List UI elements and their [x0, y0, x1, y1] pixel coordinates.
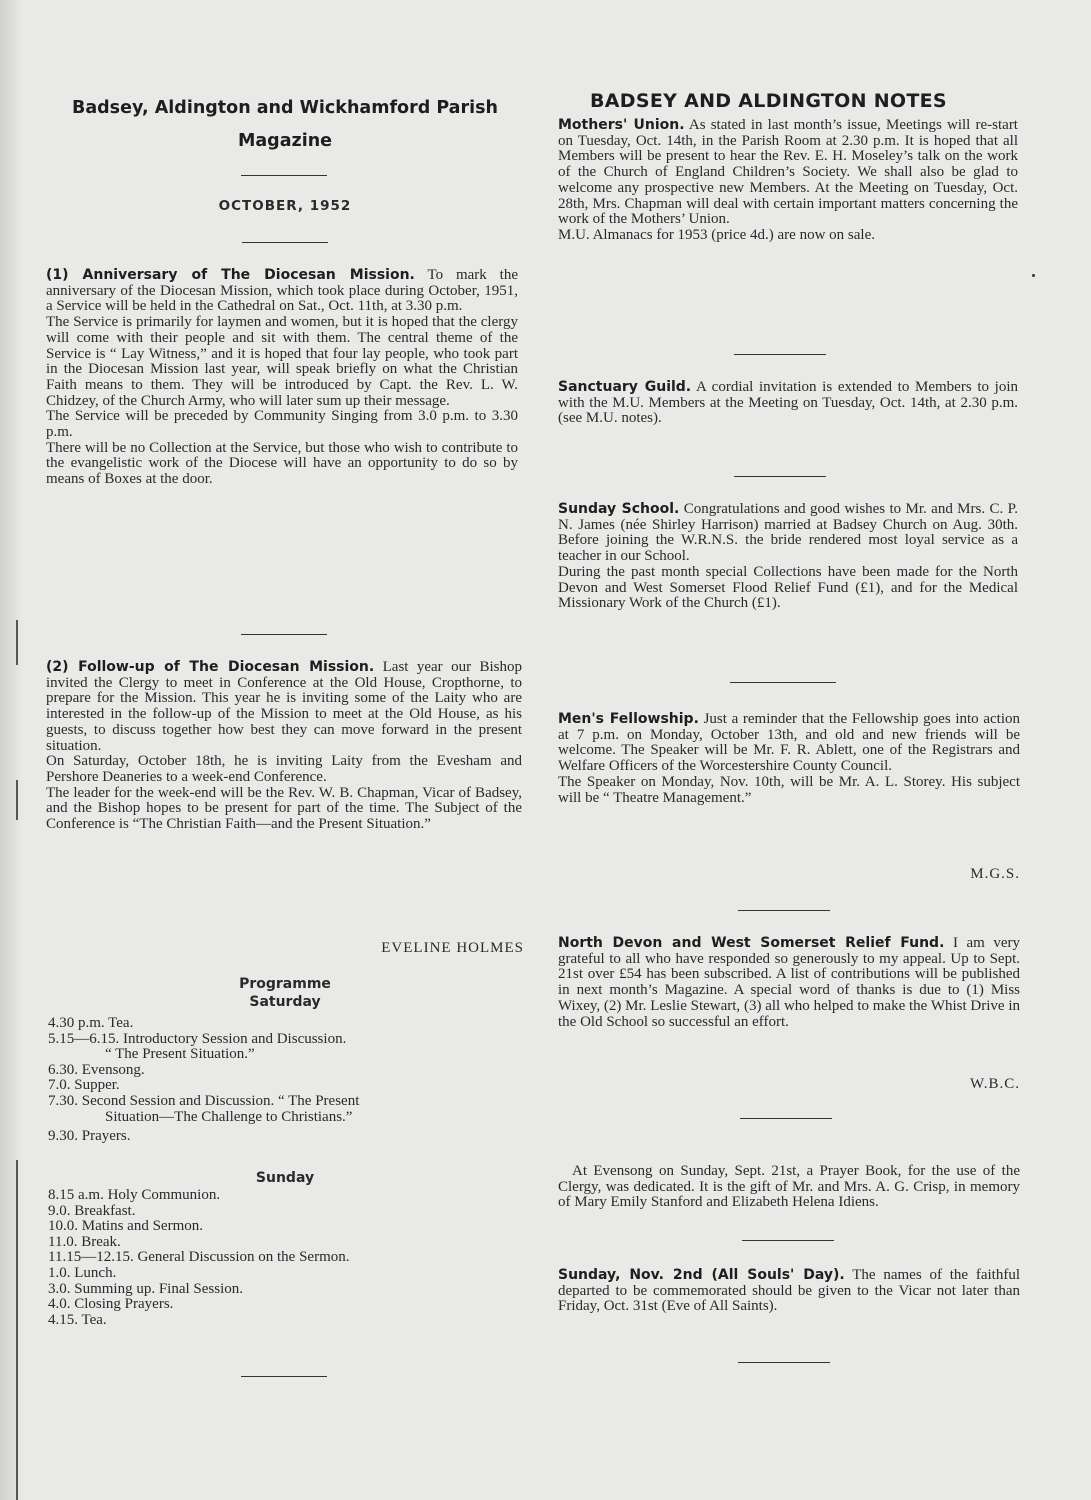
saturday-schedule: [48, 1016, 526, 1145]
schedule-item: 9.30. Prayers.: [48, 1128, 131, 1145]
section-all-souls: [558, 1268, 1020, 1315]
section-heading: Sanctuary Guild.: [558, 379, 692, 395]
divider: [241, 1376, 327, 1377]
section-heading: (2) Follow-up of The Diocesan Mission.: [46, 659, 375, 675]
paragraph: There will be no Collection at the Service, but those who wish to contribute to the evangelistic work of the Diocese will have an opportunity to do so by means of Boxes at the door.: [46, 439, 518, 488]
magazine-title: [46, 92, 524, 158]
section-heading: Sunday School.: [558, 501, 680, 517]
section-follow-up: [46, 660, 522, 833]
signature: M.G.S.: [970, 866, 1020, 882]
divider: [241, 175, 327, 176]
section-heading: Mothers' Union.: [558, 117, 685, 133]
signature: EVELINE HOLMES: [381, 940, 524, 956]
schedule-item: 6.30. Evensong.: [48, 1061, 145, 1078]
section-sanctuary-guild: [558, 380, 1018, 427]
section-relief-fund: [558, 936, 1020, 1030]
paragraph: I am very grateful to all who have responded so generously to my appeal. Up to Sept. 21st over £54 has been subscribed. A list of contributions will be published in next month’s Magazine. A special word of thanks is due to (1) Miss Wixey, (2) Mr. Leslie Stewart, (3) all who helped to make the Whist Drive in the Old School so successful an effort.: [558, 935, 1020, 1030]
paragraph: The leader for the week-end will be the Rev. W. B. Chapman, Vicar of Badsey, and the Bishop hopes to be present for part of the time. The Subject of the Conference is “The Christian Faith—and the Present Situation.”: [46, 784, 522, 833]
divider: [738, 1362, 830, 1363]
magazine-title-line1: Badsey, Aldington and Wickhamford Parish: [72, 98, 498, 118]
signature: W.B.C.: [969, 1076, 1020, 1092]
notes-title: BADSEY AND ALDINGTON NOTES: [590, 90, 947, 112]
paragraph: On Saturday, October 18th, he is inviting Laity from the Evesham and Pershore Deaneries to a week-end Conference.: [46, 753, 522, 785]
schedule-item: 1.0. Lunch.: [48, 1264, 117, 1281]
binding-mark: [16, 620, 18, 665]
paragraph: The Service is primarily for laymen and women, but it is hoped that the clergy will come with their people and sit with them. The central theme of the Service is “ Lay Witness,” and it is hoped that four lay people, who took part in the Diocesan Mission last year, will speak briefly on what the Christian Faith means to them. They will be introduced by Capt. the Rev. L. W. Chidzey, of the Church Army, who will later sum up their message.: [46, 314, 518, 409]
divider: [242, 242, 328, 243]
issue-date: OCTOBER, 1952: [218, 198, 352, 214]
schedule-item: 4.0. Closing Prayers.: [48, 1296, 174, 1313]
paragraph: The Service will be preceded by Community Singing from 3.0 p.m. to 3.30 p.m.: [46, 408, 518, 441]
schedule-item: 11.0. Break.: [48, 1233, 121, 1250]
section-anniversary: [46, 268, 518, 488]
section-heading: Men's Fellowship.: [558, 711, 699, 727]
paragraph: As stated in last month’s issue, Meetings will re-start on Tuesday, Oct. 14th, in the Parish Room at 2.30 p.m. It is hoped that all Members will be present to hear the Rev. E. H. Moseley’s talk on the work of the Church of England Children’s Society. We shall also be glad to welcome any prospective new Members. At the Meeting on Tuesday, Oct. 28th, Mrs. Chapman will deal with certain important matters concerning the work of the Mothers’ Union.: [558, 117, 1018, 228]
paragraph: Last year our Bishop invited the Clergy to meet in Conference at the Old House, Cropthorne, to prepare for the Mission. This year he is inviting some of the Laity who are interested in the follow-up of the Mission to meet at the Old House, as his guests, to discuss together how best they can move forward in the present situation.: [46, 659, 523, 754]
binding-mark: [16, 780, 18, 820]
section-sunday-school: [558, 502, 1018, 612]
paragraph: A cordial invitation is extended to Members to join with the M.U. Members at the Meeting on Tuesday, Oct. 14th, at 2.30 p.m. (see M.U. notes).: [558, 379, 1019, 427]
paragraph: Congratulations and good wishes to Mr. and Mrs. C. P. N. James (née Shirley Harrison) married at Badsey Church on Aug. 30th. Before joining the W.R.N.S. the bride rendered most loyal service as a teacher in our School.: [558, 501, 1019, 565]
paragraph: During the past month special Collections have been made for the North Devon and West Somerset Flood Relief Fund (£1), and for the Medical Missionary Work of the Church (£1).: [558, 563, 1018, 612]
sunday-schedule: [48, 1188, 526, 1328]
schedule-item: 4.15. Tea.: [48, 1311, 107, 1328]
schedule-item: 4.30 p.m. Tea.: [48, 1015, 134, 1031]
divider: [734, 354, 826, 355]
section-heading: Sunday, Nov. 2nd (All Souls' Day).: [558, 1267, 845, 1283]
paragraph: Just a reminder that the Fellowship goes into action at 7 p.m. on Monday, October 13th, and old and new friends will be welcome. The Speaker will be Mr. F. R. Ablett, one of the Registrars and Welfare Officers of the Worcestershire County Council.: [558, 711, 1020, 775]
divider: [738, 910, 830, 911]
schedule-item: 7.30. Second Session and Discussion. “ The Present: [48, 1092, 360, 1109]
binding-mark: [16, 1160, 18, 1500]
divider: [734, 476, 826, 477]
paragraph: The Speaker on Monday, Nov. 10th, will be Mr. A. L. Storey. His subject will be “ Theatre Management.”: [558, 773, 1020, 806]
schedule-item: 5.15—6.15. Introductory Session and Discussion.: [48, 1030, 347, 1047]
divider: [730, 682, 836, 683]
paragraph: To mark the anniversary of the Diocesan Mission, which took place during October, 1951, a Service will be held in the Cathedral on Sat., Oct. 11th, at 3.30 p.m.: [46, 267, 518, 315]
schedule-item: 3.0. Summing up. Final Session.: [48, 1280, 244, 1297]
divider: [241, 634, 327, 635]
schedule-item: 10.0. Matins and Sermon.: [48, 1218, 203, 1235]
divider: [740, 1118, 832, 1119]
section-heading: North Devon and West Somerset Relief Fund.: [558, 935, 945, 951]
schedule-item: 7.0. Supper.: [48, 1077, 120, 1094]
binding-shadow: [0, 0, 22, 1500]
print-speck: [1032, 274, 1035, 277]
section-evensong: [558, 1164, 1020, 1211]
saturday-heading: Saturday: [249, 994, 321, 1010]
sunday-heading: Sunday: [255, 1170, 315, 1186]
divider: [742, 1240, 834, 1241]
schedule-item: Situation—The Challenge to Christians.”: [105, 1108, 353, 1125]
programme-heading: Programme: [239, 976, 331, 992]
schedule-item: “ The Present Situation.”: [105, 1046, 255, 1063]
schedule-item: 11.15—12.15. General Discussion on the Sermon.: [48, 1249, 350, 1266]
paragraph: M.U. Almanacs for 1953 (price 4d.) are now on sale.: [558, 226, 875, 243]
section-mens-fellowship: [558, 712, 1020, 806]
paragraph: The names of the faithful departed to be commemorated should be given to the Vicar not later than Friday, Oct. 31st (Eve of All Saints).: [558, 1267, 1020, 1315]
schedule-item: 8.15 a.m. Holy Communion.: [48, 1187, 221, 1203]
schedule-item: 9.0. Breakfast.: [48, 1202, 136, 1219]
paragraph: At Evensong on Sunday, Sept. 21st, a Prayer Book, for the use of the Clergy, was dedicated. It is the gift of Mr. and Mrs. A. G. Crisp, in memory of Mary Emily Stanford and Elizabeth Helena Idiens.: [558, 1163, 1020, 1211]
magazine-title-line2: Magazine: [237, 131, 333, 151]
section-heading: (1) Anniversary of The Diocesan Mission.: [46, 267, 415, 283]
section-mothers-union: [558, 118, 1018, 244]
